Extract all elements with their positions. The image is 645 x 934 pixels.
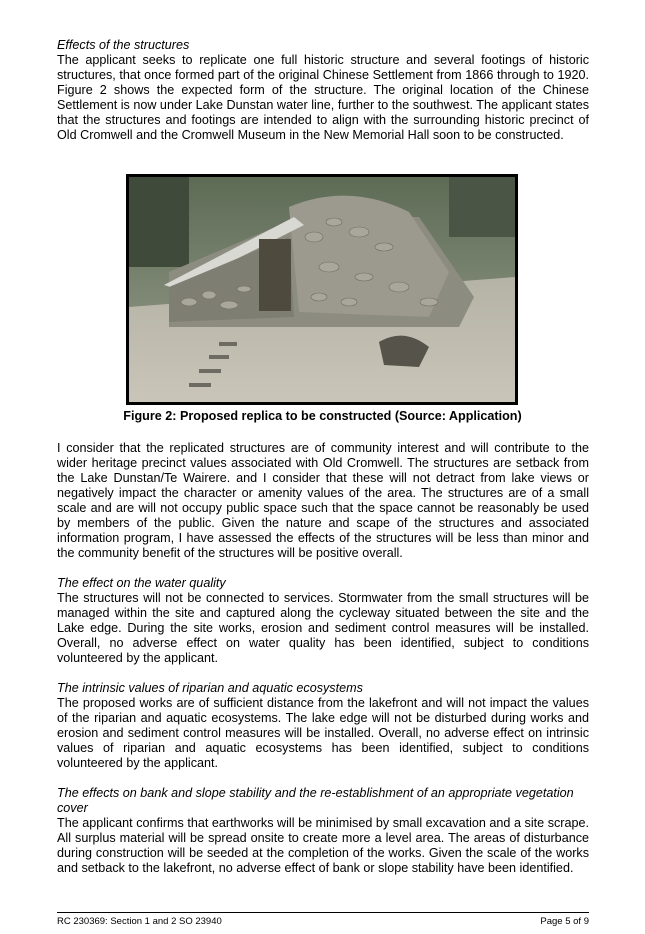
figure-caption: Figure 2: Proposed replica to be constructed (Source: Application) bbox=[123, 409, 522, 423]
page-footer bbox=[57, 912, 589, 928]
section-effects-of-structures bbox=[57, 38, 589, 143]
section-paragraph: The applicant confirms that earthworks will be minimised by small excavation and a site scrape. All surplus material will be spread onsite to create more a level area. The areas of disturbance during construction will be seeded at the completion of the works. Given the scale of the works and setback to the lakefront, no adverse effect of bank or slope stability have been identified. bbox=[57, 816, 589, 875]
stone-hut-photo bbox=[129, 177, 515, 402]
body-sections bbox=[57, 441, 589, 891]
figure-photo-stone-hut bbox=[126, 174, 518, 405]
section-paragraph: The proposed works are of sufficient distance from the lakefront and will not impact the values of the riparian and aquatic ecosystems. The lake edge will not be disturbed during works and erosion and sediment control measures will be installed. Overall, no adverse effect on intrinsic values of riparian and aquatic ecosystems has been identified, subject to conditions volunteered by the applicant. bbox=[57, 696, 589, 770]
section-heading: Effects of the structures bbox=[57, 38, 190, 52]
page-number: Page 5 of 9 bbox=[540, 916, 589, 927]
section-bank-stability bbox=[57, 786, 589, 876]
section-riparian-ecosystems bbox=[57, 681, 589, 771]
section-paragraph: The applicant seeks to replicate one full historic structure and several footings of historic structures, that once formed part of the original Chinese Settlement from 1866 through to 1920. Figure 2 shows the expected form of the structure. The original location of the Chinese Settlement is now under Lake Dunstan water line, further to the southwest. The applicant states that the structures and footings are intended to align with the surrounding historic precinct of Old Cromwell and the Cromwell Museum in the New Memorial Hall soon to be constructed. bbox=[57, 53, 589, 142]
section-water-quality bbox=[57, 576, 589, 666]
section-paragraph: The structures will not be connected to services. Stormwater from the small structures will be managed within the site and captured along the cycleway situated between the site and the Lake edge. During the site works, erosion and sediment control measures will be installed. Overall, no adverse effect on water quality has been identified, subject to conditions volunteered by the applicant. bbox=[57, 591, 589, 665]
section-heading: The effects on bank and slope stability and the re-establishment of an appropriate vegetation cover bbox=[57, 786, 574, 815]
section-heading: The effect on the water quality bbox=[57, 576, 226, 590]
section-heading: The intrinsic values of riparian and aquatic ecosystems bbox=[57, 681, 363, 695]
paragraph-heritage bbox=[57, 441, 589, 561]
section-paragraph: I consider that the replicated structures are of community interest and will contribute to the wider heritage precinct values associated with Old Cromwell. The structures are setback from the Lake Dunstan/Te Wairere. and I consider that these will not detract from lake views or negatively impact the character or amenity values of the area. The structures are of a small scale and are will not occupy public space such that the space cannot be reasonably be used by members of the public. Given the nature and scape of the structures and associated information program, I have assessed the effects of the structures will be less than minor and the community benefit of the structures will be positive overall. bbox=[57, 441, 589, 560]
footer-reference: RC 230369: Section 1 and 2 SO 23940 bbox=[57, 916, 222, 927]
